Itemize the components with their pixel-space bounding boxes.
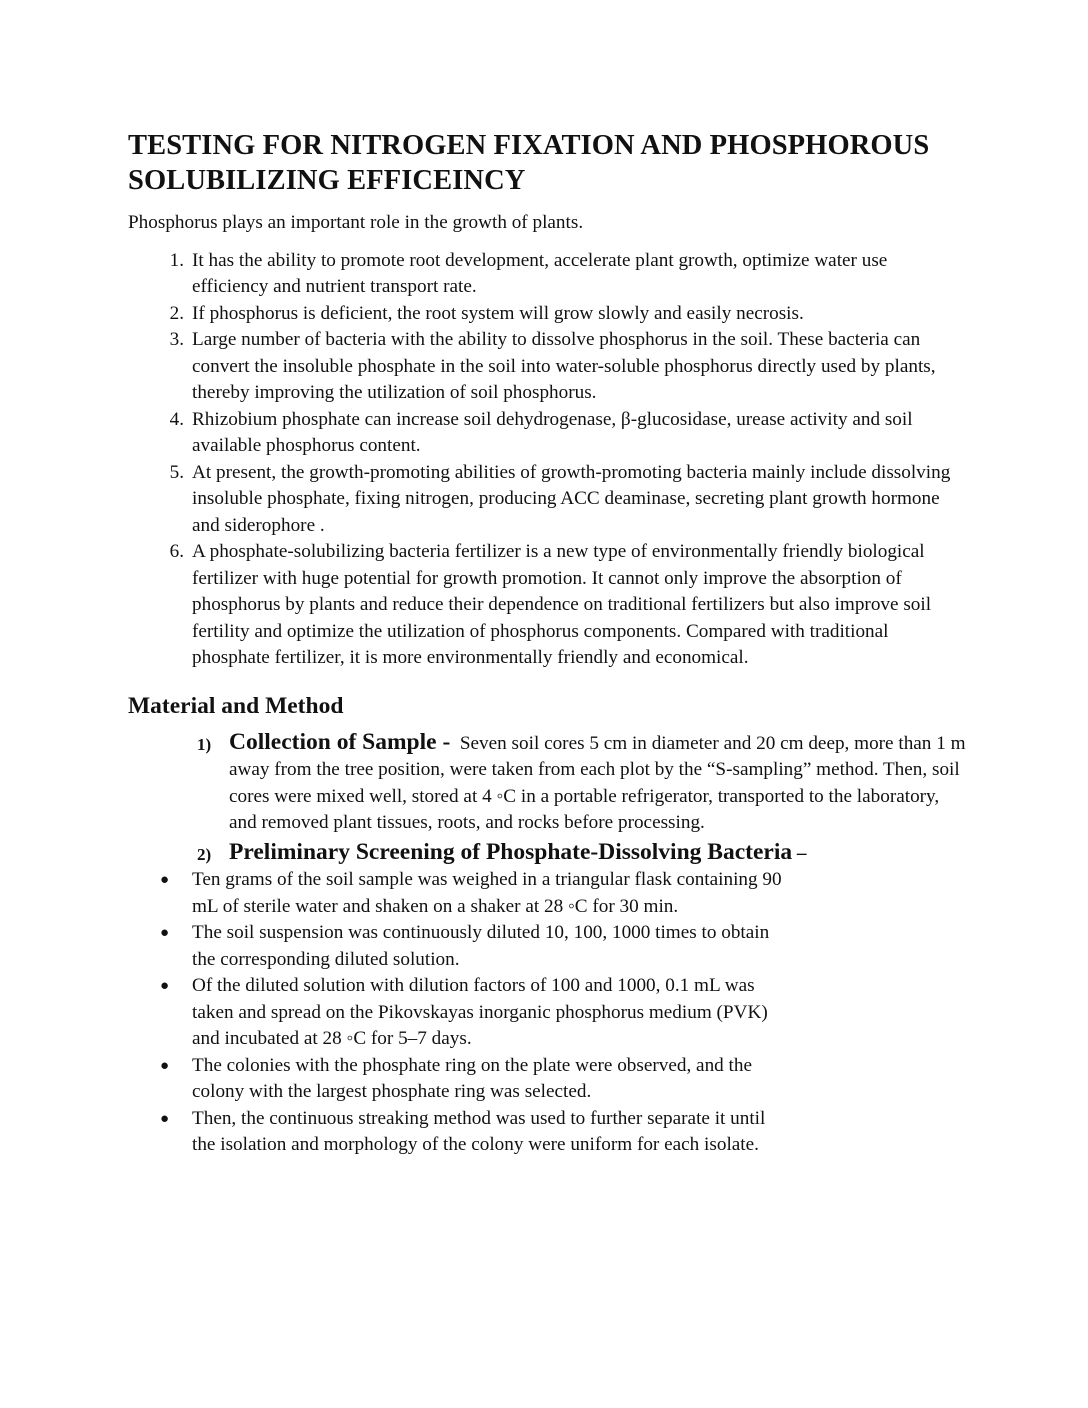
list-item xyxy=(128,327,964,407)
bullet-item xyxy=(128,867,792,920)
bullet-icon: ● xyxy=(160,925,170,941)
list-number: 6. xyxy=(169,541,184,562)
list-number: 2. xyxy=(169,302,184,324)
list-item xyxy=(128,301,964,328)
list-number: 4. xyxy=(169,408,184,430)
method-number: 2) xyxy=(197,844,212,864)
list-item xyxy=(128,407,964,460)
bullet-item xyxy=(128,1106,792,1159)
document-title: TESTING FOR NITROGEN FIXATION AND PHOSPHOROUS SOLUBILIZING EFFICEINCY xyxy=(128,130,930,196)
numbered-list xyxy=(128,248,968,672)
bullet-item xyxy=(128,1053,792,1106)
list-item xyxy=(128,460,964,540)
method-title: Collection of Sample - xyxy=(229,728,451,755)
method-step-screening xyxy=(128,839,969,868)
list-item-text: A phosphate-solubilizing bacteria fertilizer is a new type of environmentally friendly biological fertilizer with huge potential for growth promotion. It cannot only improve the absorption of phosphorus by plants and reduce their dependence on traditional fertilizers but also improve soil fertility and optimize the utilization of phosphorus components. Compared with traditional phosphate fertilizer, it is more environmentally friendly and economical. xyxy=(192,541,932,668)
title-dash: – xyxy=(796,842,807,864)
bullet-icon: ● xyxy=(160,872,170,888)
bullet-icon: ● xyxy=(160,978,170,994)
bullet-list xyxy=(128,867,968,1159)
intro-paragraph: Phosphorus plays an important role in the growth of plants. xyxy=(128,212,584,233)
bullet-icon: ● xyxy=(160,1110,170,1127)
method-title: Preliminary Screening of Phosphate-Dissolving Bacteria xyxy=(229,838,793,865)
document-page xyxy=(128,128,968,1159)
bullet-text: The colonies with the phosphate ring on the plate were observed, and the colony with the largest phosphate ring was selected. xyxy=(192,1054,752,1102)
list-item-text: If phosphorus is deficient, the root system will grow slowly and easily necrosis. xyxy=(192,302,804,324)
list-item xyxy=(128,248,964,301)
list-item xyxy=(128,539,964,672)
list-number: 5. xyxy=(169,461,184,483)
bullet-text: Then, the continuous streaking method was used to further separate it until the isolation and morphology of the colony were uniform for each isolate. xyxy=(192,1107,766,1155)
bullet-text: Ten grams of the soil sample was weighed in a triangular flask containing 90 mL of sterile water and shaken on a shaker at 28 ◦C for 30 min. xyxy=(192,869,782,917)
method-text: Seven soil cores 5 cm in diameter and 20 cm deep, more than 1 m away from the tree position, were taken from each plot by the “S-sampling” method. Then, soil cores were mixed well, stored at 4 ◦C in a portable refrigerator, transported to the laboratory, and removed plant tissues, roots, and rocks before processing. xyxy=(229,732,966,833)
list-item-text: Rhizobium phosphate can increase soil dehydrogenase, β-glucosidase, urease activity and soil available phosphorus content. xyxy=(192,408,913,456)
bullet-text: The soil suspension was continuously diluted 10, 100, 1000 times to obtain the corresponding diluted solution. xyxy=(192,922,770,970)
list-item-text: At present, the growth-promoting abilities of growth-promoting bacteria mainly include dissolving insoluble phosphate, fixing nitrogen, producing ACC deaminase, secreting plant growth hormone and siderophore . xyxy=(192,461,951,536)
method-step-collection xyxy=(128,729,969,837)
bullet-item xyxy=(128,973,792,1053)
list-number: 3. xyxy=(169,329,184,350)
bullet-icon: ● xyxy=(160,1057,170,1074)
list-item-text: It has the ability to promote root development, accelerate plant growth, optimize water use efficiency and nutrient transport rate. xyxy=(192,249,888,297)
method-number: 1) xyxy=(197,734,212,754)
bullet-text: Of the diluted solution with dilution factors of 100 and 1000, 0.1 mL was taken and spread on the Pikovskayas inorganic phosphorus medium (PVK) and incubated at 28 ◦C for 5–7 days. xyxy=(192,975,768,1049)
list-number: 1. xyxy=(169,249,184,271)
section-heading: Material and Method xyxy=(128,692,344,719)
bullet-item xyxy=(128,920,792,973)
list-item-text: Large number of bacteria with the ability to dissolve phosphorus in the soil. These bacteria can convert the insoluble phosphate in the soil into water-soluble phosphorus directly used by plants, thereby improving the utilization of soil phosphorus. xyxy=(192,329,936,403)
